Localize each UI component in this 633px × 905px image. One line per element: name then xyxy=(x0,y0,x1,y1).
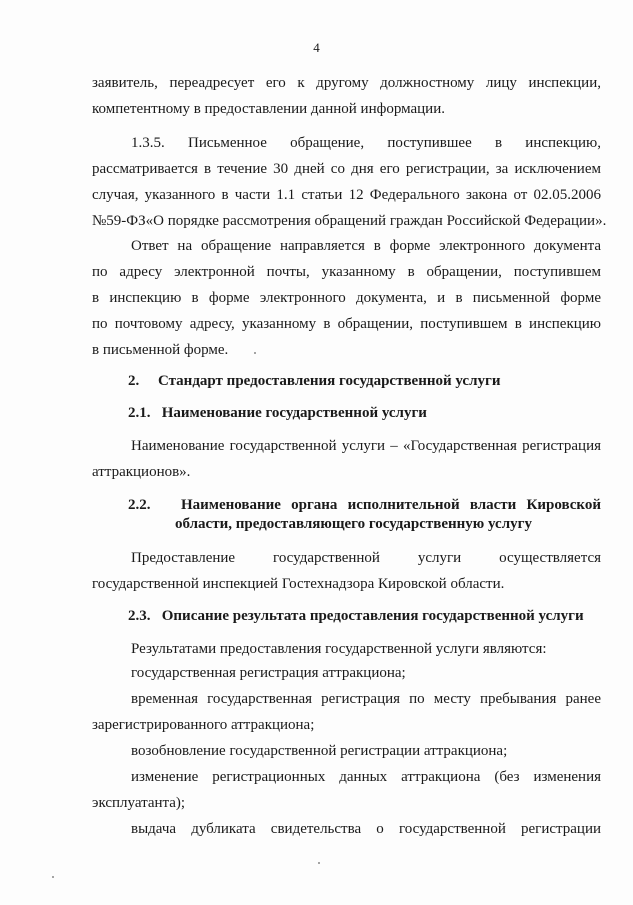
paragraph-line: эксплуатанта); xyxy=(92,795,186,811)
paragraph-line: возобновление государственной регистрации аттракциона; xyxy=(131,743,508,759)
paragraph-line: случая, указанного в части 1.1 статьи 12 Федерального закона от 02.05.2006 xyxy=(92,187,601,203)
paragraph-line: в инспекцию в форме электронного документа, и в письменной форме xyxy=(92,290,601,306)
paragraph-line: выдача дубликата свидетельства о государственной регистрации xyxy=(131,821,601,837)
paragraph-line: заявитель, переадресует его к другому должностному лицу инспекции, xyxy=(92,75,601,91)
paragraph-line: временная государственная регистрация по месту пребывания ранее xyxy=(131,691,601,707)
paragraph-line: Предоставление государственной услуги осуществляется xyxy=(131,550,601,566)
subsection-heading: 2.2. Наименование органа исполнительной власти Кировской xyxy=(128,497,601,513)
subsection-heading: 2.3. Описание результата предоставления государственной услуги xyxy=(128,608,584,624)
paragraph-line: по почтовому адресу, указанному в обращении, поступившем в инспекцию xyxy=(92,316,601,332)
subsection-heading: области, предоставляющего государственную услугу xyxy=(175,516,532,532)
scan-speck xyxy=(254,352,256,354)
section-heading: 2. Стандарт предоставления государственной услуги xyxy=(128,373,501,389)
page-number: 4 xyxy=(313,40,320,55)
scan-speck xyxy=(52,876,54,878)
paragraph-line: рассматривается в течение 30 дней со дня его регистрации, за исключением xyxy=(92,161,601,177)
paragraph-line: №59-ФЗ«О порядке рассмотрения обращений граждан Российской Федерации». xyxy=(92,213,607,229)
paragraph-line: Результатами предоставления государственной услуги являются: xyxy=(131,641,547,657)
scan-speck xyxy=(318,862,320,864)
paragraph-line: аттракционов». xyxy=(92,464,191,480)
paragraph-line: изменение регистрационных данных аттракциона (без изменения xyxy=(131,769,601,785)
paragraph-line: 1.3.5. Письменное обращение, поступившее в инспекцию, xyxy=(131,135,601,151)
paragraph-line: Ответ на обращение направляется в форме электронного документа xyxy=(131,238,601,254)
paragraph-line: государственной инспекцией Гостехнадзора Кировской области. xyxy=(92,576,505,592)
subsection-heading: 2.1. Наименование государственной услуги xyxy=(128,405,427,421)
paragraph-line: Наименование государственной услуги – «Государственная регистрация xyxy=(131,438,601,454)
paragraph-line: в письменной форме. xyxy=(92,342,229,358)
paragraph-line: по адресу электронной почты, указанному в обращении, поступившем xyxy=(92,264,601,280)
paragraph-line: государственная регистрация аттракциона; xyxy=(131,665,406,681)
paragraph-line: компетентному в предоставлении данной информации. xyxy=(92,101,445,117)
paragraph-line: зарегистрированного аттракциона; xyxy=(92,717,315,733)
